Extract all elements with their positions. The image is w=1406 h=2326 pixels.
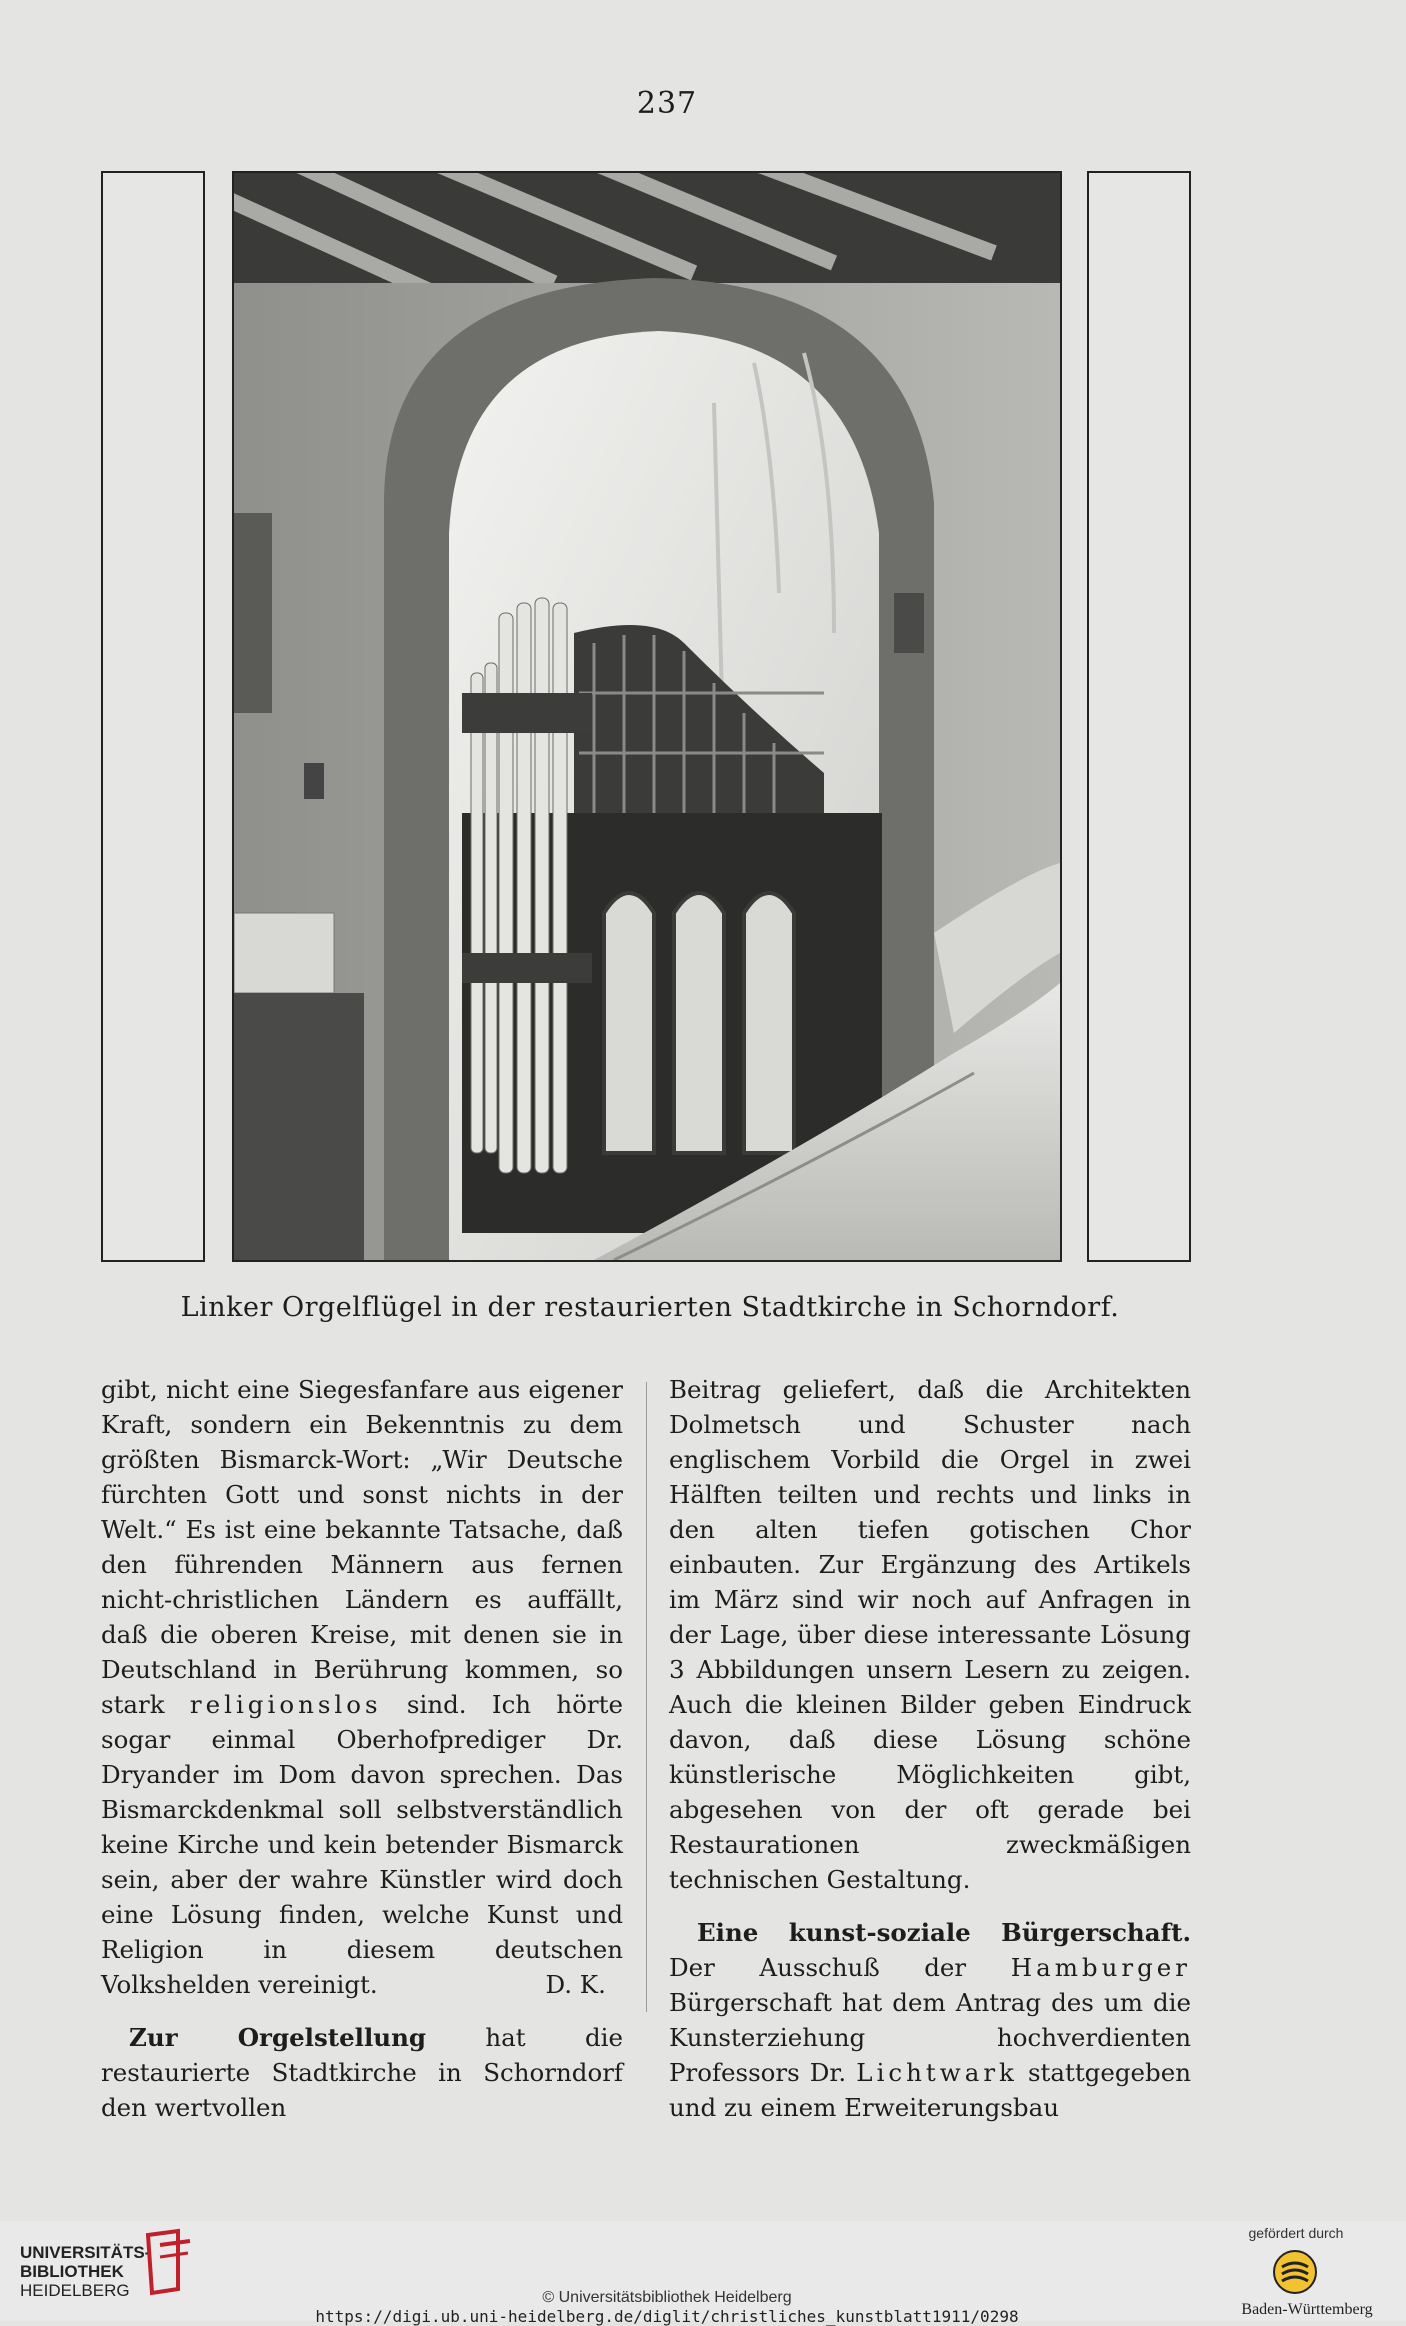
paragraph-text: Beitrag geliefert, daß die Architekten Dolmetsch und Schuster nach englischem Vorbild die Orgel in zwei Hälften teilten und rechts und links in den alten tiefen gotischen Chor einbauten. Zur Ergänzung des Artikels im März sind wir noch auf Anfragen in der Lage, über diese interessante Lösung 3 Abbildungen unsern Lesern zu zeigen. Auch die kleinen Bilder geben Eindruck davon, daß diese Lösung schöne künstlerische Möglichkeiten gibt, abgesehen von der oft gerade bei Restaurationen zweckmäßigen technischen Gestaltung.: [669, 1375, 1191, 1894]
paragraph-text: stattgegeben und zu einem Erweiterungsbau: [669, 2058, 1192, 2122]
emphasized-word: Hamburger: [1010, 1953, 1191, 1982]
paragraph-text: Der Ausschuß der: [669, 1953, 967, 1982]
paragraph-orgelstellung: [101, 2020, 623, 2125]
paragraph-buergerschaft: [669, 1915, 1191, 2125]
logo-text: HEIDELBERG: [20, 2281, 130, 2300]
paragraph-orgel-continued: [669, 1372, 1191, 1897]
paragraph-text: sind. Ich hörte sogar einmal Oberhofprediger Dr. Dryander im Dom davon sprechen. Das Bismarckdenkmal soll selbstverständlich keine Kirche und kein betender Bismarck sein, aber der wahre Künstler wird doch eine Lösung finden, welche Kunst und Religion in diesem deutschen Volkshelden vereinigt.: [101, 1690, 623, 1999]
blank-frame-left: [101, 171, 205, 1262]
section-heading: Eine kunst-soziale Bürgerschaft.: [697, 1918, 1191, 1947]
author-signature: D. K.: [545, 1970, 606, 1999]
page-number: 237: [636, 86, 698, 121]
text-column-left: [101, 1372, 623, 2125]
permalink-url[interactable]: https://digi.ub.uni-heidelberg.de/diglit/christliches_kunstblatt1911/0298: [315, 2307, 1019, 2326]
paragraph-bismarck: [101, 1372, 623, 2002]
logo-text: BIBLIOTHEK: [20, 2262, 124, 2281]
figure-caption: Linker Orgelflügel in der restaurierten Stadtkirche in Schorndorf.: [180, 1292, 1120, 1323]
emphasized-word: Lichtwark: [856, 2058, 1018, 2087]
paragraph-text: hat die restaurierte Stadtkirche in Schorndorf den wertvollen: [101, 2023, 624, 2122]
logo-text: UNIVERSITÄTS-: [20, 2243, 151, 2262]
funder-name: Baden-Württemberg: [1241, 2301, 1373, 2318]
section-heading: Zur Orgelstellung: [129, 2023, 427, 2052]
footer-bar: [0, 2221, 1406, 2326]
coat-of-arms-icon: [1272, 2249, 1318, 2295]
organ-photograph: [232, 171, 1062, 1262]
column-divider: [646, 1382, 647, 2012]
emphasized-word: religionslos: [189, 1690, 382, 1719]
text-column-right: [669, 1372, 1191, 2125]
organ-photo-illustration: [234, 173, 1060, 1260]
paragraph-text: Bürgerschaft hat dem Antrag des um die Kunsterziehung hochverdienten Professors Dr.: [669, 1988, 1191, 2087]
paragraph-text: gibt, nicht eine Siegesfanfare aus eigener Kraft, sondern ein Bekenntnis zu dem größten Bismarck-Wort: „Wir Deutsche fürchten Gott und sonst nichts in der Welt.“ Es ist eine bekannte Tatsache, daß den führenden Männern aus fernen nicht-christlichen Ländern es auffällt, daß die oberen Kreise, mit denen sie in Deutschland in Berührung kommen, so stark: [101, 1375, 623, 1719]
copyright-notice: © Universitätsbibliothek Heidelberg: [542, 2289, 792, 2306]
blank-frame-right: [1087, 171, 1191, 1262]
funded-by-label: gefördert durch: [1248, 2225, 1344, 2241]
library-emblem-icon: [138, 2227, 198, 2297]
